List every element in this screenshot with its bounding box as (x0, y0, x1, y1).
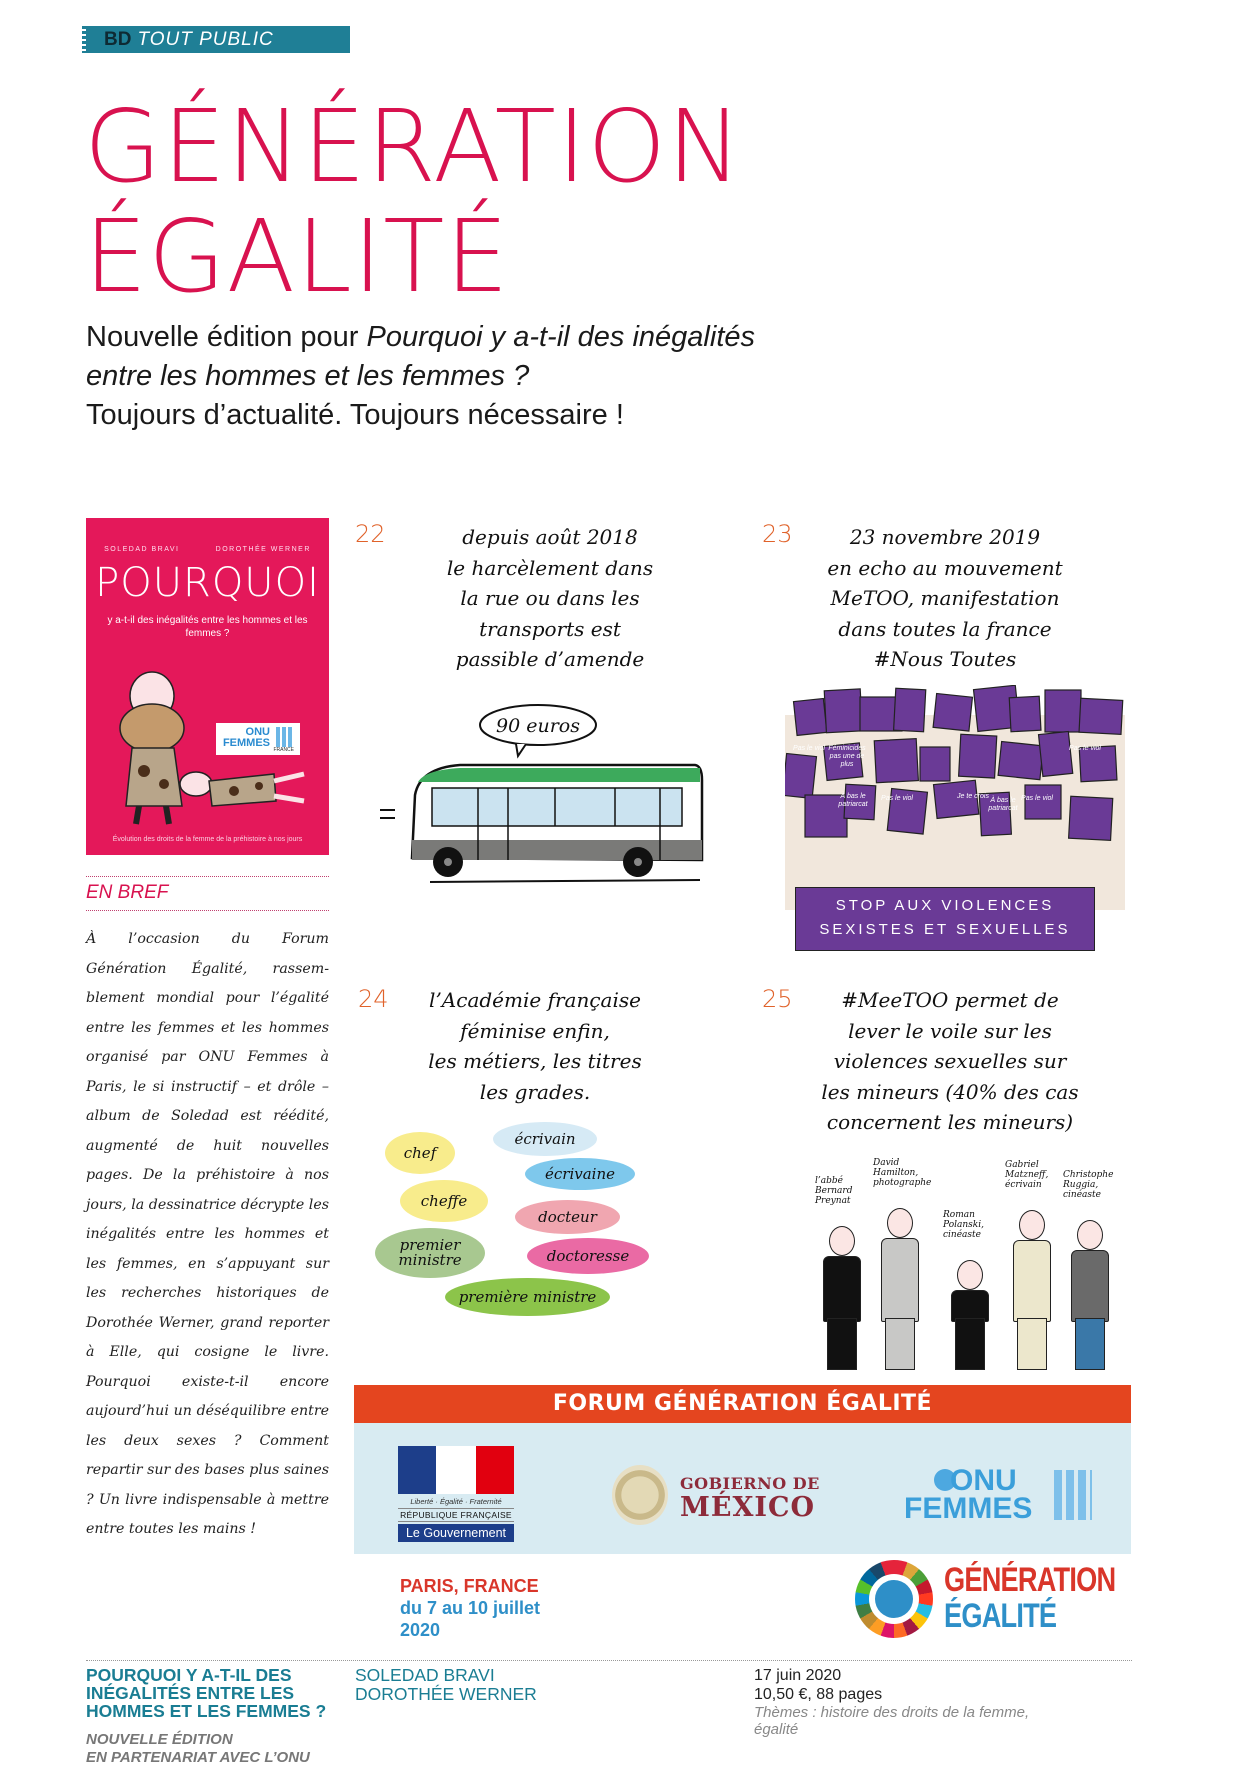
cavewoman-head (180, 772, 212, 796)
generation-logo-line1: GÉNÉRATION (944, 1561, 1116, 1599)
protest-sign (1009, 696, 1041, 732)
person-head (829, 1226, 855, 1256)
word-bubble: première ministre (445, 1278, 610, 1316)
protest-sign-text: Pas le viol (1021, 795, 1053, 802)
caption-line: la rue ou dans les (460, 586, 640, 610)
protest-sign (824, 689, 862, 733)
bus-windows (432, 788, 682, 826)
bus-illustration (370, 700, 750, 900)
protest-sign (998, 742, 1043, 780)
protest-sign (1079, 698, 1123, 734)
person-head (1019, 1210, 1045, 1240)
french-flag-icon (398, 1446, 514, 1494)
caption-line: les grades. (479, 1079, 591, 1104)
bref-heading: EN BREF (86, 882, 169, 903)
book-cover (86, 518, 329, 855)
price-pages: 10,50 €, 88 pages (754, 1686, 883, 1703)
caption-line: concernent les mineurs) (826, 1110, 1074, 1134)
subtitle-prefix: Nouvelle édition pour (86, 321, 367, 353)
bref-divider-bottom (86, 910, 329, 911)
panel-25-caption (795, 985, 1105, 1138)
word-bubble: docteur (515, 1200, 620, 1234)
speech-text: 90 euros (496, 715, 580, 737)
subtitle (86, 318, 755, 435)
word-bubble: écrivaine (525, 1158, 635, 1190)
onu-femmes-logo (904, 1466, 1099, 1526)
person-label: Gabriel Matzneff, écrivain (1005, 1160, 1049, 1190)
person-head (1077, 1220, 1103, 1250)
book-title-line: HOMMES ET LES FEMMES ? (86, 1701, 327, 1721)
protest-banner-line1: STOP AUX VIOLENCES (835, 897, 1055, 914)
event-place: PARIS, FRANCE (400, 1576, 539, 1596)
cover-subtitle: y a-t-il des inégalités entre les hommes et les femmes ? (107, 615, 308, 639)
onu-line1: ONU (950, 1464, 1017, 1497)
subtitle-book-title-2: entre les hommes et les femmes ? (86, 360, 530, 392)
person-label: Christophe Ruggia, cinéaste (1063, 1170, 1114, 1200)
release-date: 17 juin 2020 (754, 1667, 842, 1684)
footer-authors (355, 1666, 537, 1704)
protest-sign (794, 699, 827, 736)
protest-sign-text: À bas le patriarcat (838, 793, 868, 808)
caption-line: lever le voile sur les (848, 1018, 1052, 1043)
onu-femmes-mark-icon (1054, 1470, 1092, 1520)
caption-line: le harcèlement dans (446, 555, 654, 580)
panel-number-25: 25 (762, 985, 793, 1013)
word-bubble: premier ministre (375, 1228, 485, 1278)
cover-author-1: SOLEDAD BRAVI (104, 546, 180, 553)
protest-banner-line2: SEXISTES ET SEXUELLES (819, 921, 1071, 938)
word-bubble: doctoresse (527, 1238, 649, 1274)
category-tag (86, 26, 350, 53)
cover-partner-line2: FEMMES (222, 737, 270, 749)
word-bubble: écrivain (493, 1122, 597, 1156)
caption-line: en echo au mouvement (827, 555, 1063, 580)
caption-line: 23 novembre 2019 (849, 525, 1041, 549)
cover-title: POURQUOI (95, 560, 320, 606)
caption-line: les mineurs (40% des cas (821, 1079, 1079, 1104)
onu-femmes-mark-icon (276, 727, 294, 747)
person-head (957, 1260, 983, 1290)
protest-sign (894, 688, 926, 732)
protest-sign (1069, 796, 1113, 840)
footer-book-title (86, 1666, 326, 1720)
person-head (887, 1208, 913, 1238)
rf-republic: RÉPUBLIQUE FRANÇAISE (398, 1508, 514, 1522)
cover-partner-line1: ONU (245, 726, 270, 738)
book-title-line: INÉGALITÉS ENTRE LES (86, 1683, 295, 1703)
book-title-line: POURQUOI Y A-T-IL DES (86, 1665, 292, 1685)
themes-line2: égalité (754, 1721, 799, 1738)
cover-partner-country: FRANCE (273, 747, 294, 753)
caption-line: depuis août 2018 (462, 525, 638, 549)
protest-sign (933, 694, 972, 732)
mexico-line2: MÉXICO (680, 1492, 816, 1523)
person-body (823, 1256, 861, 1322)
caption-line: MeTOO, manifestation (830, 586, 1060, 610)
panel-23-caption (790, 522, 1100, 675)
cover-author-2: DOROTHÉE WERNER (215, 546, 311, 553)
event-details (400, 1575, 540, 1641)
caption-line: l’Académie française (429, 988, 641, 1012)
audience-label: TOUT PUBLIC (137, 29, 274, 50)
protest-illustration (785, 685, 1125, 960)
word-bubble: cheffe (400, 1180, 488, 1222)
protest-sign (785, 754, 816, 799)
caption-line: transports est (479, 616, 621, 641)
protest-sign-text: Pas le viol (1069, 745, 1101, 752)
themes-line1: Thèmes : histoire des droits de la femme, (754, 1704, 1030, 1721)
protest-sign (1039, 732, 1073, 777)
people-illustration (815, 1160, 1125, 1375)
protest-sign (920, 747, 950, 781)
bus-green-stripe (418, 768, 700, 782)
protest-sign (874, 739, 918, 783)
person-label: Roman Polanski, cinéaste (943, 1210, 984, 1240)
rf-government: Le Gouvernement (398, 1524, 514, 1542)
caption-line: #MeeTOO permet de (841, 988, 1059, 1012)
protest-sign-text: Pas le viol (881, 795, 913, 802)
protest-sign (1045, 690, 1081, 732)
caption-line: #Nous Toutes (873, 647, 1017, 671)
caption-line: passible d’amende (455, 647, 645, 671)
person-legs (1017, 1318, 1047, 1370)
mexico-line1: GOBIERNO DE (680, 1474, 820, 1493)
person-body (881, 1238, 919, 1322)
caption-line: violences sexuelles sur (833, 1049, 1067, 1073)
title-line-1: GÉNÉRATION (84, 88, 743, 205)
person-body (1013, 1240, 1051, 1322)
word-bubbles (375, 1120, 665, 1340)
person-body (1071, 1250, 1109, 1322)
person-legs (885, 1318, 915, 1370)
person-legs (1075, 1318, 1105, 1370)
protest-banner (795, 887, 1095, 951)
panel-number-22: 22 (355, 520, 386, 548)
generation-logo-line2: ÉGALITÉ (944, 1597, 1057, 1635)
caption-line: les métiers, les titres (428, 1049, 642, 1073)
forum-banner: FORUM GÉNÉRATION ÉGALITÉ (354, 1385, 1131, 1423)
mexico-seal-icon (612, 1465, 668, 1525)
person-label: David Hamilton, photographe (873, 1158, 932, 1188)
author-name: SOLEDAD BRAVI (355, 1665, 495, 1685)
cavewoman-body (209, 774, 276, 806)
panel-22-caption (400, 522, 700, 675)
author-name: DOROTHÉE WERNER (355, 1684, 537, 1704)
caveman-beard (120, 704, 184, 752)
footer-divider (86, 1660, 1132, 1661)
protest-sign-text: Pas le viol (793, 745, 825, 752)
panel-number-23: 23 (762, 520, 793, 548)
caption-line: dans toutes la france (838, 616, 1052, 641)
republique-francaise-logo (398, 1446, 514, 1542)
caption-line: féminise enfin, (460, 1018, 610, 1043)
panel-number-24: 24 (358, 985, 389, 1013)
edition-line: EN PARTENARIAT AVEC L’ONU (86, 1749, 310, 1766)
cover-authors (86, 546, 329, 553)
rf-motto: Liberté · Égalité · Fraternité (410, 1497, 502, 1506)
protest-sign (959, 734, 997, 778)
person-legs (955, 1318, 985, 1370)
subtitle-book-title-1: Pourquoi y a-t-il des inégalités (366, 321, 755, 353)
cover-tagline: Évolution des droits de la femme de la préhistoire à nos jours (112, 836, 303, 843)
caveman-body (126, 748, 182, 806)
footer-book-info (754, 1666, 1029, 1738)
event-dates: du 7 au 10 juillet (400, 1598, 541, 1618)
category-label: BD (104, 29, 132, 50)
footer-edition (86, 1731, 310, 1767)
protest-sign-text: Je te crois (957, 793, 989, 800)
subtitle-line-3: Toujours d’actualité. Toujours nécessaire ! (86, 399, 624, 431)
person-label: l’abbé Bernard Preynat (815, 1176, 853, 1206)
panel-24-caption (390, 985, 680, 1107)
bref-divider-top (86, 876, 329, 877)
onu-line2: FEMMES (904, 1492, 1033, 1525)
person-legs (827, 1318, 857, 1370)
page-title (84, 88, 743, 315)
cover-partner-logo (216, 723, 300, 755)
protest-sign-text: À bas le patriarcat (988, 797, 1018, 812)
word-bubble: chef (385, 1132, 455, 1174)
protest-sign-text: Féminicides pas une de plus (828, 745, 866, 768)
edition-line: NOUVELLE ÉDITION (86, 1731, 233, 1748)
event-year: 2020 (400, 1620, 441, 1640)
title-line-2: ÉGALITÉ (84, 198, 510, 315)
bref-text: À l’occasion du Forum Génération Égalité, rassemblement mondial pour l’égalité entre les femmes et les hommes organisé par ONU Femmes à Paris, le si instructif – et drôle – album de Soledad est réédité, augmenté de huit nouvelles pages. De la préhistoire à nos jours, la dessinatrice décrypte les inégalités entre les hommes et les femmes, en s’appuyant sur les recherches historiques de Dorothée Werner, grand reporter à Elle, qui cosigne le livre. Pourquoi existe-t-il encore aujourd’hui un déséquilibre entre les deux sexes ? Comment repartir sur des bases plus saines ? Un livre indispensable à mettre entre toutes les mains ! (86, 931, 329, 1537)
sdg-wheel-icon (855, 1560, 933, 1638)
